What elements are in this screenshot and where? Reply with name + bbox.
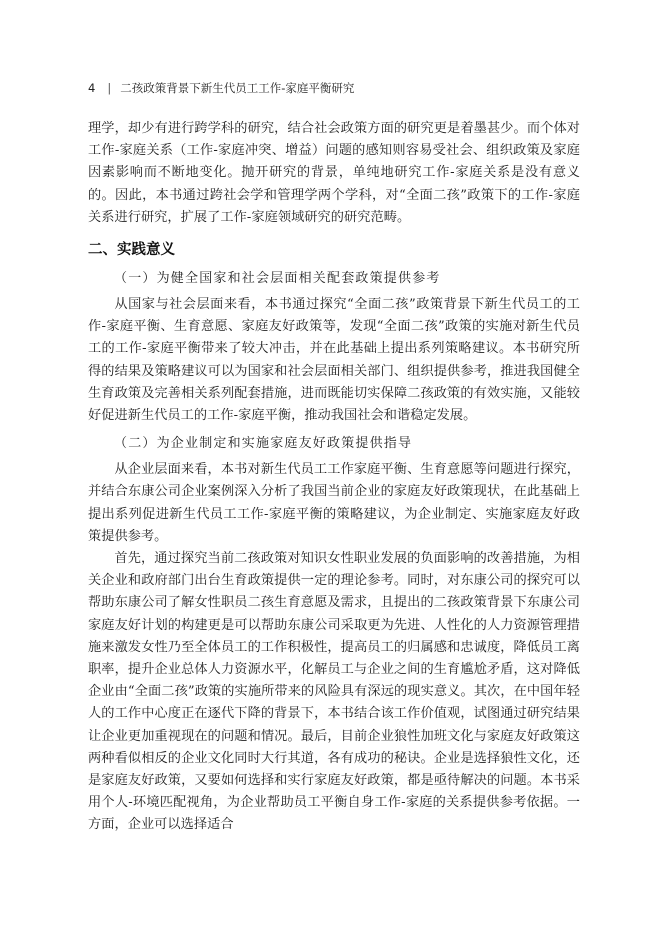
subsection-2-title: （二）为企业制定和实施家庭友好政策提供指导 bbox=[114, 436, 413, 452]
subsection-2-paragraph-2: 首先，通过探究当前二孩政策对知识女性职业发展的负面影响的改善措施，为相关企业和政府部门出台生育政策提供一定的理论参考。同时，对东康公司的探究可以帮助东康公司了解女性职员二孩生育意愿及需求，且提出的二孩政策背景下东康公司家庭友好计划的构建更是可以帮助东康公司采取更为先进、人性化的人力资源管理措施来激发女性乃至全体员工的工作积极性，提高员工的归属感和忠诚度，降低员工离职率，提升企业总体人力资源水平，化解员工与企业之间的生育尴尬矛盾，这对降低企业由“全面二孩”政策的实施所带来的风险具有深远的现实意义。其次，在中国年轻人的工作中心度正在逐代下降的背景下，本书结合该工作价值观，试图通过研究结果让企业更加重视现在的问题和情况。最后，目前企业狼性加班文化与家庭友好政策这两种看似相反的企业文化同时大行其道，各有成功的秘诀。企业是选择狼性文化，还是家庭友好政策，又要如何选择和实行家庭友好政策，都是亟待解决的问题。本书采用个人-环境匹配视角，为企业帮助员工平衡自身工作-家庭的关系提供参考依据。一方面，企业可以选择适合 bbox=[88, 551, 580, 833]
page-number: 4 bbox=[88, 81, 96, 95]
subsection-1-title: （一）为健全国家和社会层面相关配套政策提供参考 bbox=[114, 271, 441, 287]
intro-paragraph: 理学，却少有进行跨学科的研究，结合社会政策方面的研究更是着墨甚少。而个体对工作-家庭关系（工作-家庭冲突、增益）问题的感知则容易受社会、组织政策及家庭因素影响而不断地变化。抛开研究的背景，单纯地研究工作-家庭关系是没有意义的。因此，本书通过跨社会学和管理学两个学科，对“全面二孩”政策下的工作-家庭关系进行研究，扩展了工作-家庭领域研究的研究范畴。 bbox=[88, 121, 580, 225]
section-title: 二、实践意义 bbox=[88, 242, 175, 259]
page-body bbox=[88, 118, 580, 837]
subsection-2-paragraph-1: 从企业层面来看，本书对新生代员工工作家庭平衡、生育意愿等问题进行探究，并结合东康公司企业案例深入分析了我国当前企业的家庭友好政策现状，在此基础上提出系列促进新生代员工工作-家庭平衡的策略建议，为企业制定、实施家庭友好政策提供参考。 bbox=[88, 462, 580, 544]
subsection-1-paragraph: 从国家与社会层面来看，本书通过探究“全面二孩”政策背景下新生代员工的工作-家庭平衡、生育意愿、家庭友好政策等，发现“全面二孩”政策的实施对新生代员工的工作-家庭平衡带来了较大冲击，并在此基础上提出系列策略建议。本书研究所得的结果及策略建议可以为国家和社会层面相关部门、组织提供参考，推进我国健全生育政策及完善相关系列配套措施，进而既能切实保障二孩政策的有效实施，又能较好促进新生代员工的工作-家庭平衡，推动我国社会和谐稳定发展。 bbox=[88, 297, 580, 424]
running-header bbox=[88, 80, 354, 96]
book-title: 二孩政策背景下新生代员工工作-家庭平衡研究 bbox=[120, 81, 355, 95]
header-separator: | bbox=[107, 81, 112, 95]
